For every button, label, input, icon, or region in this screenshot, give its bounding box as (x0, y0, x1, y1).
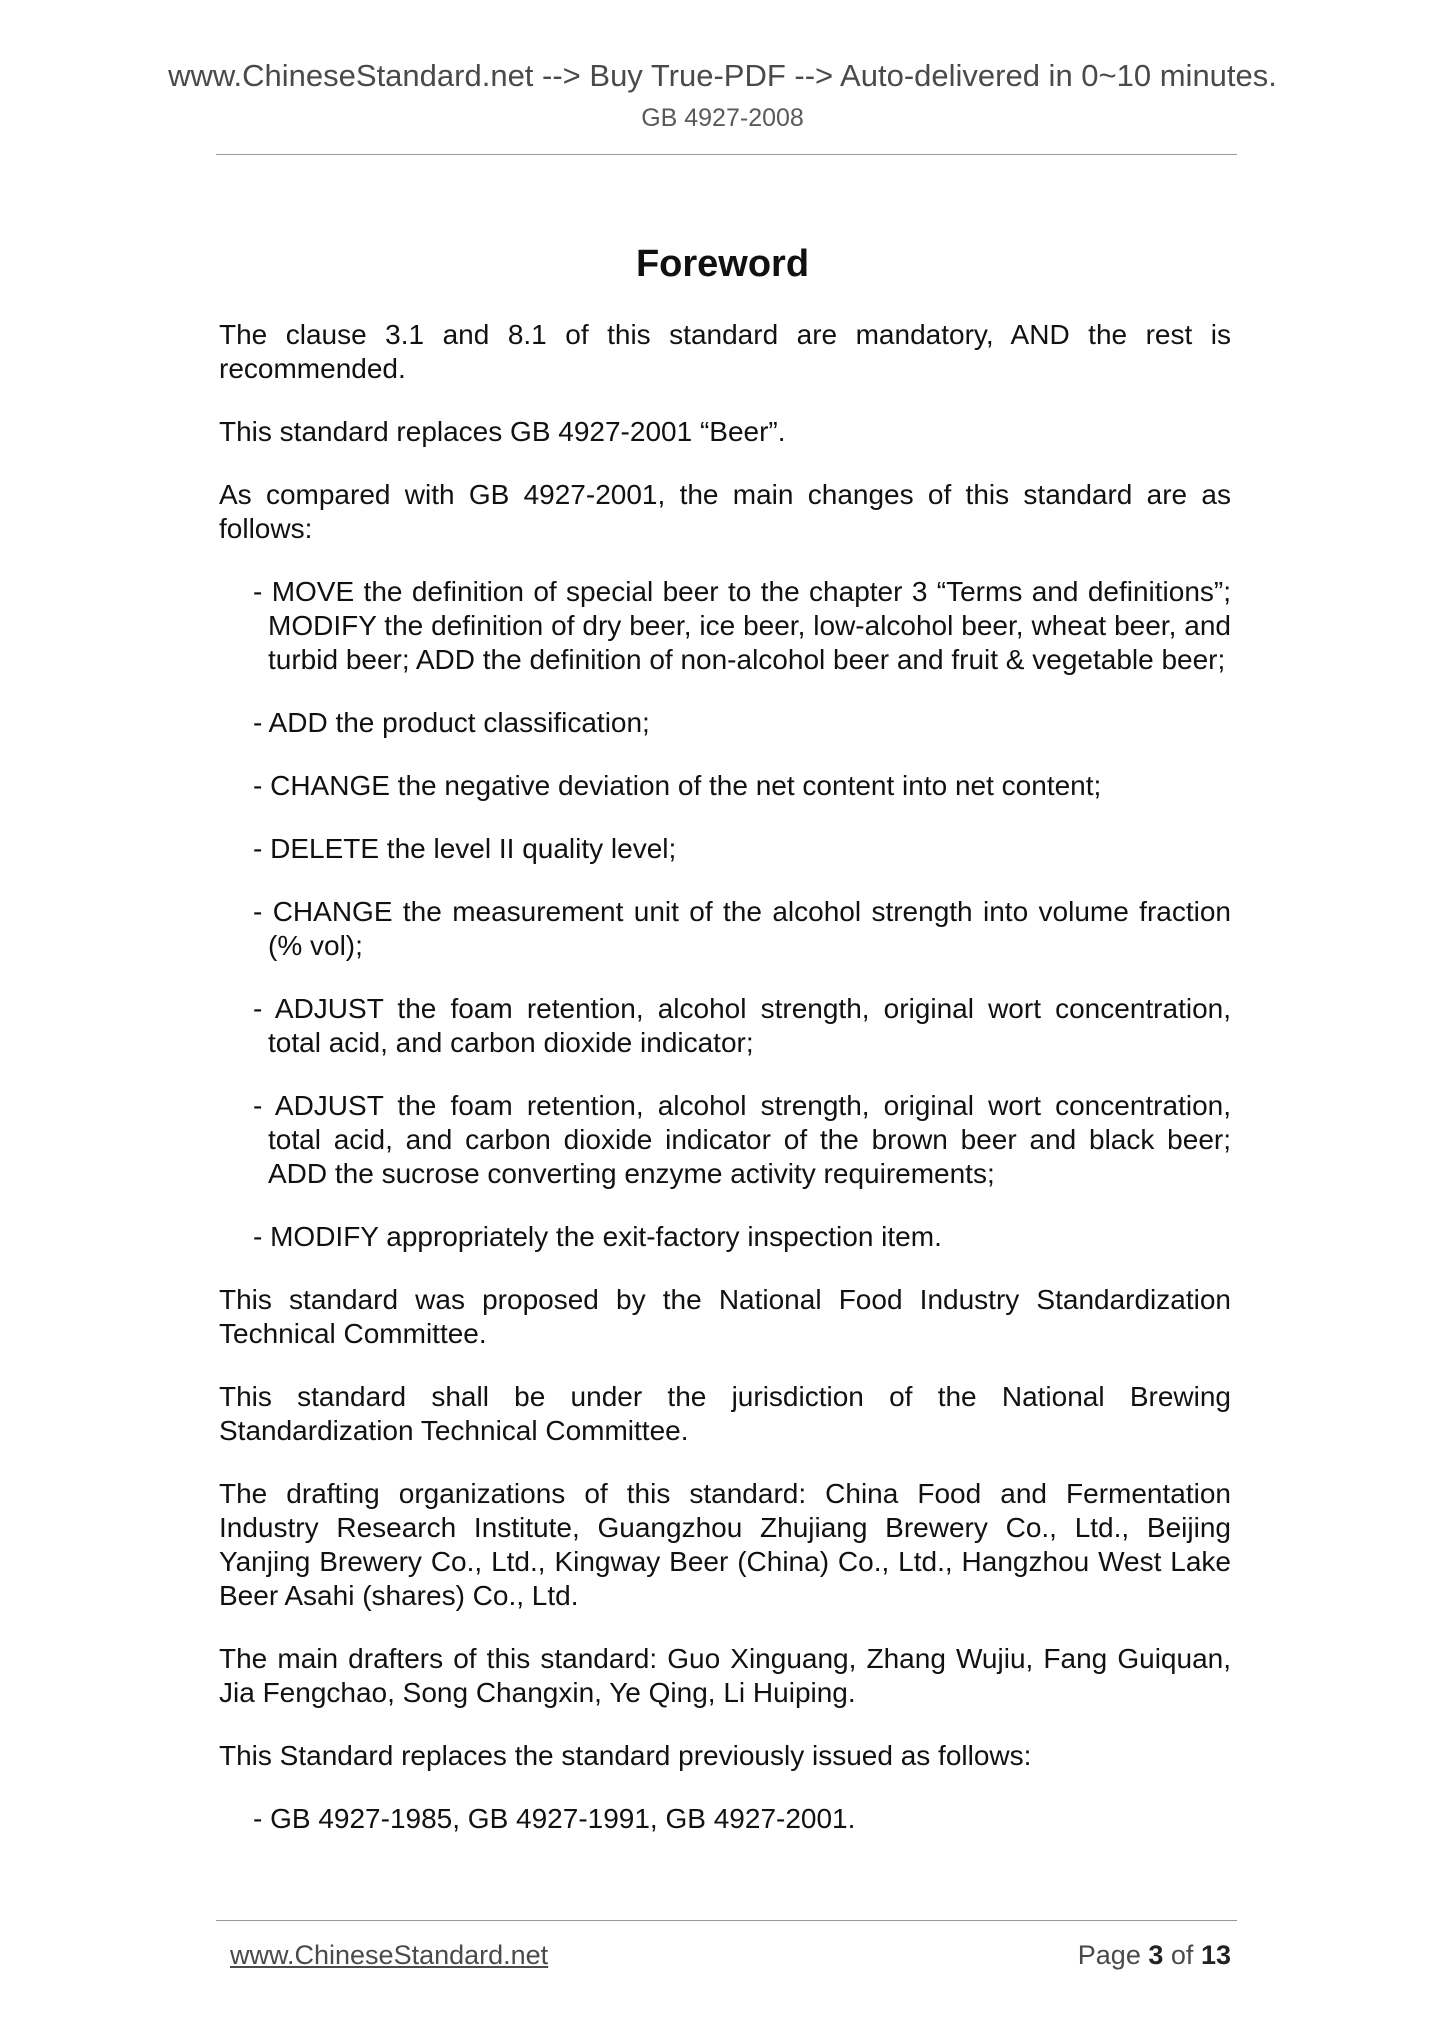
page-of: of (1170, 1940, 1194, 1970)
list-item-change-5: - CHANGE the measurement unit of the alcohol strength into volume fraction (% vol); (253, 896, 1231, 961)
paragraph-mandatory-clauses: The clause 3.1 and 8.1 of this standard are mandatory, AND the rest is recommended. (219, 319, 1231, 384)
list-item-change-8: - MODIFY appropriately the exit-factory inspection item. (253, 1221, 942, 1252)
paragraph-jurisdiction: This standard shall be under the jurisdiction of the National Brewing Standardization Technical Committee. (219, 1381, 1231, 1446)
page-current: 3 (1148, 1940, 1164, 1970)
header-banner: www.ChineseStandard.net --> Buy True-PDF --> Auto-delivered in 0~10 minutes. (168, 58, 1277, 93)
paragraph-replaces: This standard replaces GB 4927-2001 “Beer”. (219, 416, 786, 447)
header-doc-code: GB 4927-2008 (641, 104, 804, 132)
paragraph-drafters: The main drafters of this standard: Guo Xinguang, Zhang Wujiu, Fang Guiquan, Jia Fengchao, Song Changxin, Ye Qing, Li Huiping. (219, 1643, 1231, 1708)
paragraph-drafting-organizations: The drafting organizations of this standard: China Food and Fermentation Industry Research Institute, Guangzhou Zhujiang Brewery Co., Ltd., Beijing Yanjing Brewery Co., Ltd., Kingway Beer (China) Co., Ltd., Hangzhou West Lake Beer Asahi (shares) Co., Ltd. (219, 1478, 1231, 1611)
paragraph-proposed-by: This standard was proposed by the National Food Industry Standardization Technical Committee. (219, 1284, 1231, 1349)
footer-site-link[interactable]: www.ChineseStandard.net (230, 1940, 549, 1970)
footer-divider (216, 1920, 1237, 1921)
page-prefix: Page (1077, 1940, 1141, 1970)
page-title: Foreword (635, 243, 810, 285)
list-item-change-2: - ADD the product classification; (253, 707, 650, 738)
list-item-change-4: - DELETE the level II quality level; (253, 833, 677, 864)
list-item-previous-editions: - GB 4927-1985, GB 4927-1991, GB 4927-2001. (253, 1803, 856, 1834)
list-item-change-3: - CHANGE the negative deviation of the net content into net content; (253, 770, 1102, 801)
page-total: 13 (1200, 1940, 1231, 1970)
footer-page-number (1078, 1940, 1231, 1971)
list-item-change-1: - MOVE the definition of special beer to the chapter 3 “Terms and definitions”; MODIFY the definition of dry beer, ice beer, low-alcohol beer, wheat beer, and turbid beer; ADD the definition of non-alcohol beer and fruit & vegetable beer; (253, 576, 1231, 675)
list-item-change-7: - ADJUST the foam retention, alcohol strength, original wort concentration, total acid, and carbon dioxide indicator of the brown beer and black beer; ADD the sucrose converting enzyme activity requirements; (253, 1090, 1231, 1189)
header-divider (216, 154, 1237, 155)
paragraph-changes-intro: As compared with GB 4927-2001, the main changes of this standard are as follows: (219, 479, 1231, 544)
paragraph-previous-editions-intro: This Standard replaces the standard previously issued as follows: (219, 1740, 1032, 1771)
list-item-change-6: - ADJUST the foam retention, alcohol strength, original wort concentration, total acid, and carbon dioxide indicator; (253, 993, 1231, 1058)
document-body (219, 318, 1231, 1865)
